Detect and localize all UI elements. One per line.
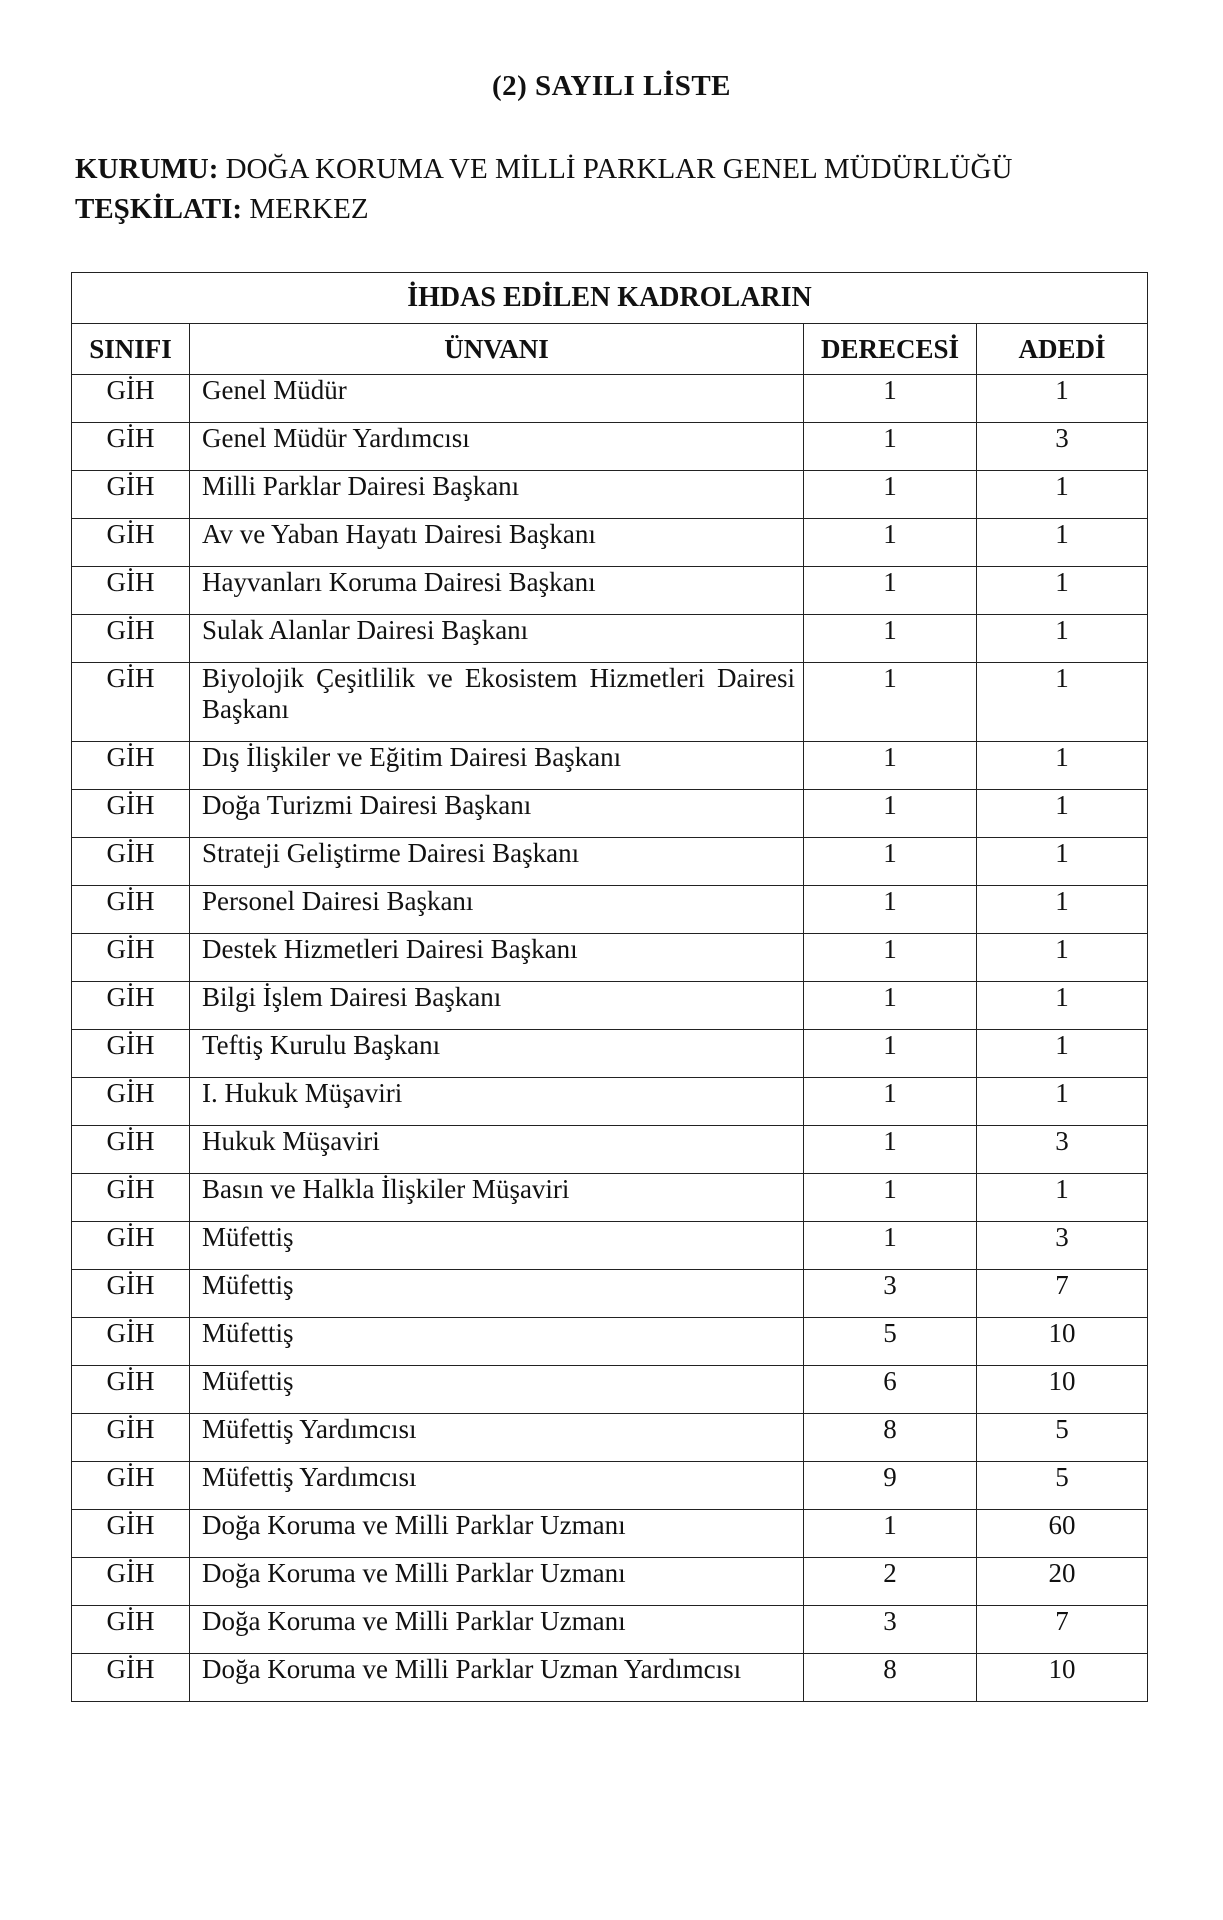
cell-unvan: Teftiş Kurulu Başkanı <box>190 1030 804 1078</box>
cell-adet: 1 <box>977 375 1148 423</box>
cell-sinif: GİH <box>72 1414 190 1462</box>
cell-derece: 5 <box>804 1318 977 1366</box>
table-row <box>72 1462 1148 1510</box>
table-row <box>72 1606 1148 1654</box>
cell-adet: 3 <box>977 1222 1148 1270</box>
cell-sinif: GİH <box>72 615 190 663</box>
cell-adet: 10 <box>977 1318 1148 1366</box>
table-row <box>72 1078 1148 1126</box>
table-row <box>72 838 1148 886</box>
cell-derece: 1 <box>804 663 977 742</box>
cell-sinif: GİH <box>72 519 190 567</box>
table-body <box>72 375 1148 1702</box>
cell-unvan: Milli Parklar Dairesi Başkanı <box>190 471 804 519</box>
cell-derece: 1 <box>804 1510 977 1558</box>
cell-unvan: Doğa Koruma ve Milli Parklar Uzmanı <box>190 1510 804 1558</box>
cell-derece: 9 <box>804 1462 977 1510</box>
table-row <box>72 423 1148 471</box>
cell-derece: 3 <box>804 1606 977 1654</box>
institution-label: KURUMU: <box>75 153 219 185</box>
cell-derece: 1 <box>804 1078 977 1126</box>
cell-sinif: GİH <box>72 1558 190 1606</box>
cell-sinif: GİH <box>72 1078 190 1126</box>
cell-sinif: GİH <box>72 1510 190 1558</box>
cell-unvan: Basın ve Halkla İlişkiler Müşaviri <box>190 1174 804 1222</box>
table-row <box>72 1174 1148 1222</box>
cell-adet: 1 <box>977 1078 1148 1126</box>
table-row <box>72 1318 1148 1366</box>
cell-sinif: GİH <box>72 1270 190 1318</box>
cell-derece: 1 <box>804 1126 977 1174</box>
cell-derece: 1 <box>804 423 977 471</box>
table-row <box>72 982 1148 1030</box>
cell-adet: 10 <box>977 1366 1148 1414</box>
cell-adet: 1 <box>977 934 1148 982</box>
cell-derece: 1 <box>804 742 977 790</box>
cell-adet: 7 <box>977 1270 1148 1318</box>
table-row <box>72 934 1148 982</box>
cell-unvan: Müfettiş <box>190 1222 804 1270</box>
cell-derece: 8 <box>804 1414 977 1462</box>
table-row <box>72 1654 1148 1702</box>
cell-unvan: Müfettiş <box>190 1318 804 1366</box>
cell-sinif: GİH <box>72 1174 190 1222</box>
cell-derece: 1 <box>804 567 977 615</box>
cell-unvan: Bilgi İşlem Dairesi Başkanı <box>190 982 804 1030</box>
table-row <box>72 519 1148 567</box>
cell-adet: 5 <box>977 1414 1148 1462</box>
table-caption: İHDAS EDİLEN KADROLARIN <box>72 273 1148 324</box>
cell-unvan: Destek Hizmetleri Dairesi Başkanı <box>190 934 804 982</box>
cell-adet: 60 <box>977 1510 1148 1558</box>
cell-adet: 10 <box>977 1654 1148 1702</box>
institution-line <box>75 153 1012 186</box>
cell-adet: 1 <box>977 1174 1148 1222</box>
cell-sinif: GİH <box>72 663 190 742</box>
table-row <box>72 742 1148 790</box>
cell-derece: 2 <box>804 1558 977 1606</box>
cell-adet: 3 <box>977 1126 1148 1174</box>
cell-adet: 1 <box>977 838 1148 886</box>
cell-adet: 1 <box>977 982 1148 1030</box>
cell-adet: 1 <box>977 886 1148 934</box>
cell-unvan: Doğa Koruma ve Milli Parklar Uzmanı <box>190 1606 804 1654</box>
cell-unvan: Av ve Yaban Hayatı Dairesi Başkanı <box>190 519 804 567</box>
cell-unvan: Müfettiş <box>190 1366 804 1414</box>
cell-adet: 1 <box>977 790 1148 838</box>
cell-sinif: GİH <box>72 838 190 886</box>
table-row <box>72 886 1148 934</box>
cell-unvan: Doğa Koruma ve Milli Parklar Uzmanı <box>190 1558 804 1606</box>
cell-adet: 3 <box>977 423 1148 471</box>
cell-adet: 20 <box>977 1558 1148 1606</box>
cell-unvan: Doğa Turizmi Dairesi Başkanı <box>190 790 804 838</box>
cell-derece: 8 <box>804 1654 977 1702</box>
cell-sinif: GİH <box>72 1654 190 1702</box>
cell-derece: 1 <box>804 886 977 934</box>
cell-sinif: GİH <box>72 471 190 519</box>
cell-sinif: GİH <box>72 1030 190 1078</box>
cell-adet: 1 <box>977 742 1148 790</box>
cell-adet: 1 <box>977 1030 1148 1078</box>
cell-derece: 1 <box>804 519 977 567</box>
cell-unvan: Strateji Geliştirme Dairesi Başkanı <box>190 838 804 886</box>
cell-sinif: GİH <box>72 423 190 471</box>
table-row <box>72 615 1148 663</box>
cell-unvan: Hayvanları Koruma Dairesi Başkanı <box>190 567 804 615</box>
cell-adet: 1 <box>977 663 1148 742</box>
table-row <box>72 1270 1148 1318</box>
cell-unvan: Genel Müdür <box>190 375 804 423</box>
staff-positions-table <box>71 272 1148 1702</box>
table-row <box>72 1030 1148 1078</box>
cell-sinif: GİH <box>72 742 190 790</box>
organization-line <box>75 193 369 226</box>
column-header-derece: DERECESİ <box>804 324 977 375</box>
cell-unvan: I. Hukuk Müşaviri <box>190 1078 804 1126</box>
cell-unvan: Genel Müdür Yardımcısı <box>190 423 804 471</box>
cell-derece: 1 <box>804 934 977 982</box>
cell-sinif: GİH <box>72 934 190 982</box>
cell-derece: 1 <box>804 838 977 886</box>
cell-sinif: GİH <box>72 1606 190 1654</box>
column-header-adet: ADEDİ <box>977 324 1148 375</box>
table-row <box>72 790 1148 838</box>
table-row <box>72 1414 1148 1462</box>
cell-derece: 1 <box>804 471 977 519</box>
cell-derece: 1 <box>804 1174 977 1222</box>
organization-value: MERKEZ <box>249 193 369 225</box>
cell-sinif: GİH <box>72 1318 190 1366</box>
cell-adet: 1 <box>977 567 1148 615</box>
cell-derece: 1 <box>804 1222 977 1270</box>
cell-derece: 3 <box>804 1270 977 1318</box>
cell-derece: 1 <box>804 375 977 423</box>
cell-unvan: Personel Dairesi Başkanı <box>190 886 804 934</box>
organization-label: TEŞKİLATI: <box>75 193 243 225</box>
table-row <box>72 663 1148 742</box>
page-title: (2) SAYILI LİSTE <box>491 70 732 102</box>
cell-adet: 5 <box>977 1462 1148 1510</box>
column-header-sinif: SINIFI <box>72 324 190 375</box>
cell-derece: 6 <box>804 1366 977 1414</box>
cell-adet: 1 <box>977 615 1148 663</box>
cell-sinif: GİH <box>72 375 190 423</box>
cell-sinif: GİH <box>72 1222 190 1270</box>
cell-unvan: Doğa Koruma ve Milli Parklar Uzman Yardımcısı <box>190 1654 804 1702</box>
table-row <box>72 471 1148 519</box>
column-header-unvan: ÜNVANI <box>190 324 804 375</box>
cell-unvan: Müfettiş Yardımcısı <box>190 1462 804 1510</box>
cell-sinif: GİH <box>72 1126 190 1174</box>
cell-unvan: Müfettiş <box>190 1270 804 1318</box>
table-row <box>72 1366 1148 1414</box>
cell-sinif: GİH <box>72 790 190 838</box>
cell-derece: 1 <box>804 982 977 1030</box>
cell-sinif: GİH <box>72 1462 190 1510</box>
table-row <box>72 567 1148 615</box>
table-row <box>72 375 1148 423</box>
cell-sinif: GİH <box>72 567 190 615</box>
cell-derece: 1 <box>804 615 977 663</box>
cell-adet: 7 <box>977 1606 1148 1654</box>
cell-unvan: Müfettiş Yardımcısı <box>190 1414 804 1462</box>
cell-unvan: Hukuk Müşaviri <box>190 1126 804 1174</box>
table-row <box>72 1510 1148 1558</box>
cell-unvan: Biyolojik Çeşitlilik ve Ekosistem Hizmetleri Dairesi Başkanı <box>190 663 804 742</box>
table-row <box>72 1558 1148 1606</box>
cell-unvan: Dış İlişkiler ve Eğitim Dairesi Başkanı <box>190 742 804 790</box>
institution-value: DOĞA KORUMA VE MİLLİ PARKLAR GENEL MÜDÜRLÜĞÜ <box>225 153 1013 185</box>
cell-sinif: GİH <box>72 982 190 1030</box>
cell-derece: 1 <box>804 1030 977 1078</box>
table-row <box>72 1222 1148 1270</box>
cell-derece: 1 <box>804 790 977 838</box>
cell-adet: 1 <box>977 519 1148 567</box>
cell-unvan: Sulak Alanlar Dairesi Başkanı <box>190 615 804 663</box>
table-row <box>72 1126 1148 1174</box>
cell-sinif: GİH <box>72 886 190 934</box>
cell-adet: 1 <box>977 471 1148 519</box>
cell-sinif: GİH <box>72 1366 190 1414</box>
